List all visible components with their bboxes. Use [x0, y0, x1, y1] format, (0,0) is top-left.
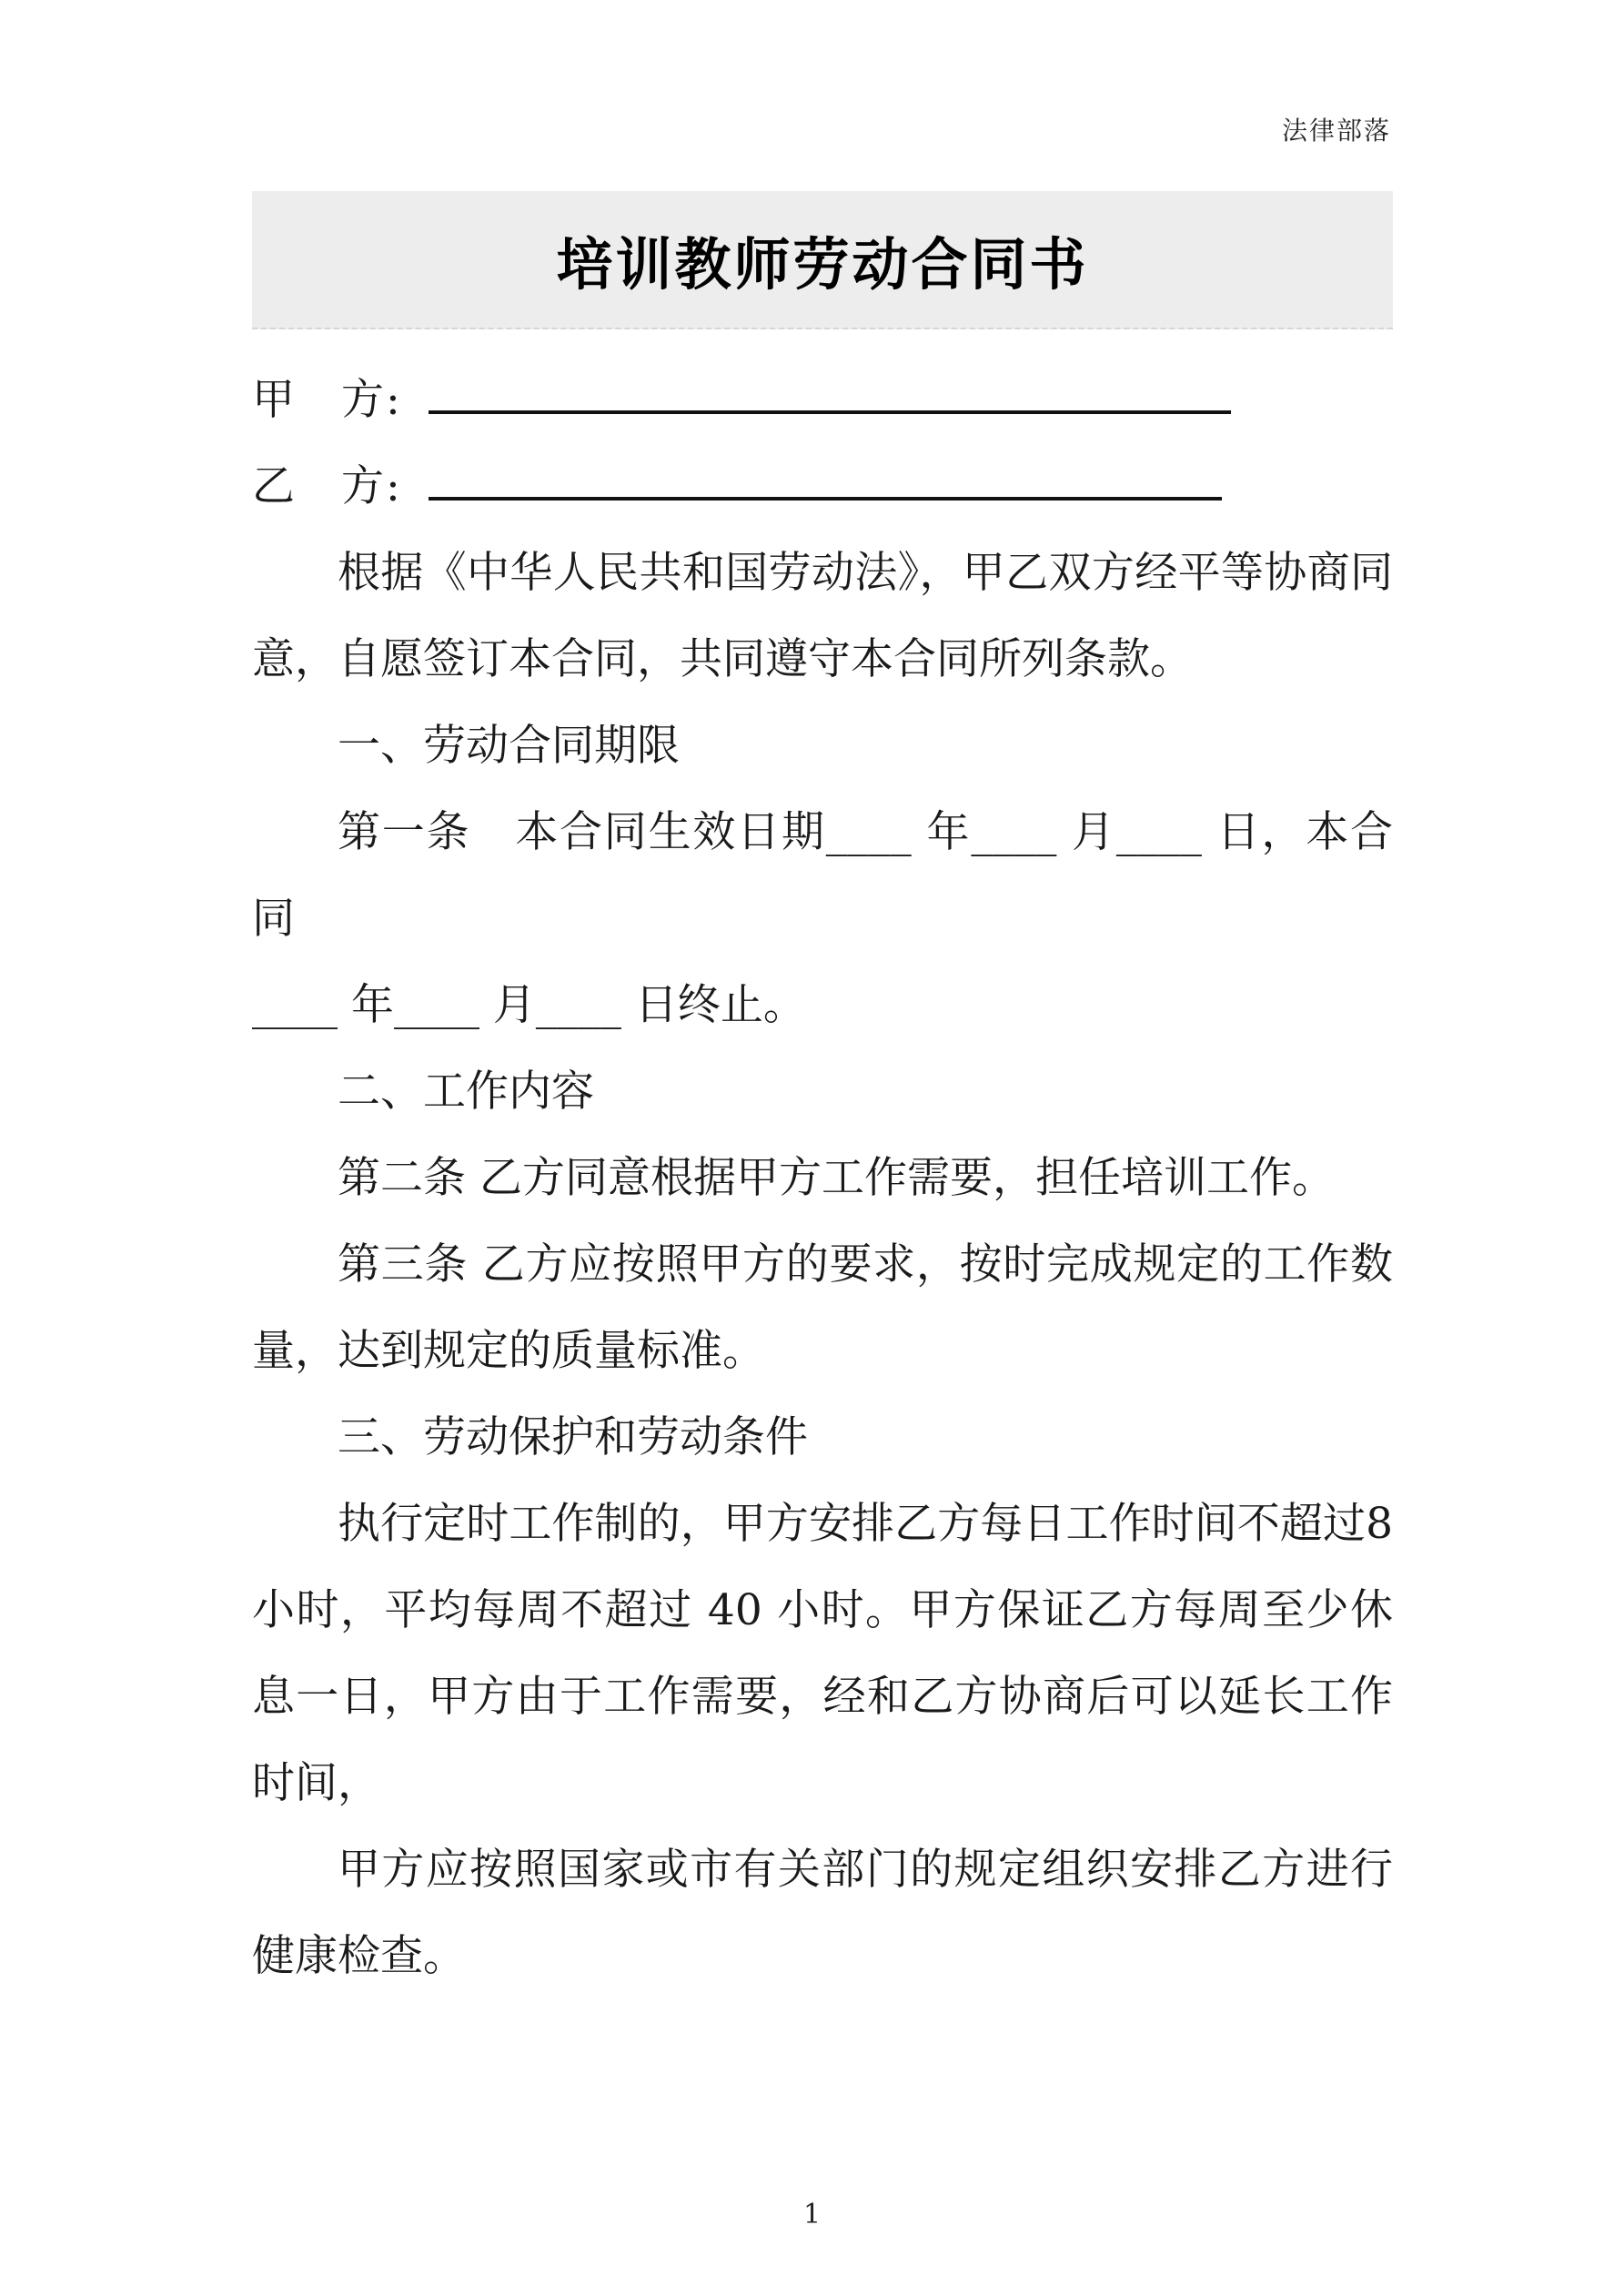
section-heading-3: 三、劳动保护和劳动条件 [338, 1412, 808, 1462]
title-banner [252, 191, 1393, 329]
section-heading-1: 一、劳动合同期限 [338, 721, 680, 771]
party-b-label: 乙 方: [252, 461, 402, 511]
section-heading-2: 二、工作内容 [338, 1067, 594, 1117]
site-watermark: 法律部落 [1281, 116, 1391, 146]
party-a-label: 甲 方: [252, 375, 402, 425]
page-number: 1 [802, 2199, 822, 2230]
paragraph-article-3: 第三条 乙方应按照甲方的要求，按时完成规定的工作数量，达到规定的质量标准。 [252, 1239, 1393, 1376]
party-a-line [252, 357, 1393, 443]
paragraph-working-hours: 执行定时工作制的，甲方安排乙方每日工作时间不超过8 小时，平均每周不超过 40 小时。甲方保证乙方每周至少休息一日，甲方由于工作需要，经和乙方协商后可以延长工作时间， [252, 1499, 1393, 1808]
paragraph-article-1: 第一条 本合同生效日期____ 年____ 月____ 日，本合同 [252, 807, 1393, 944]
paragraph-health-check: 甲方应按照国家或市有关部门的规定组织安排乙方进行健康检查。 [252, 1845, 1393, 1981]
party-a-blank-line [429, 371, 1231, 414]
paragraph-article-2: 第二条 乙方同意根据甲方工作需要，担任培训工作。 [338, 1153, 1335, 1203]
document-body [252, 357, 1393, 1999]
party-b-blank-line [429, 458, 1222, 501]
paragraph-article-1-continued: ____ 年____ 月____ 日终止。 [252, 980, 806, 1030]
paragraph-preamble: 根据《中华人民共和国劳动法》，甲乙双方经平等协商同意，自愿签订本合同，共同遵守本合同所列条款。 [252, 548, 1393, 684]
document-title: 培训教师劳动合同书 [556, 230, 1089, 298]
party-b-line [252, 443, 1393, 530]
